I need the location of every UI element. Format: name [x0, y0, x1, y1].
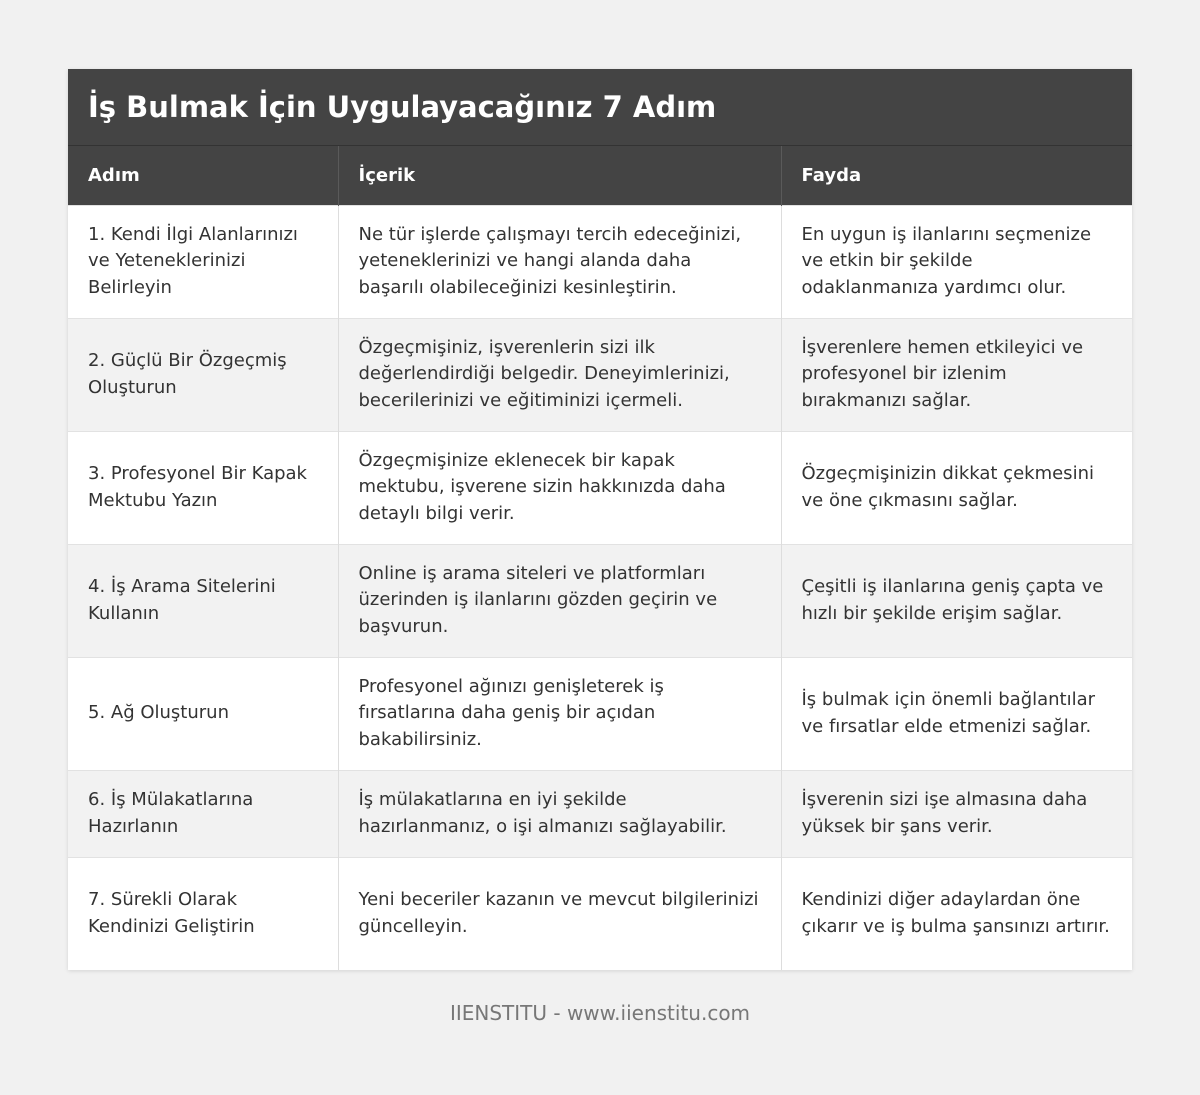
content-cell: Ne tür işlerde çalışmayı tercih edeceğinizi, yeteneklerinizi ve hangi alanda daha başarılı olabileceğinizi kesinleştirin. [338, 205, 781, 318]
step-cell: 1. Kendi İlgi Alanlarınızı ve Yeteneklerinizi Belirleyin [68, 205, 338, 318]
benefit-cell: İş bulmak için önemli bağlantılar ve fırsatlar elde etmenizi sağlar. [781, 657, 1132, 770]
benefit-cell: İşverenin sizi işe almasına daha yüksek bir şans verir. [781, 770, 1132, 857]
content-cell: Özgeçmişiniz, işverenlerin sizi ilk değerlendirdiği belgedir. Deneyimlerinizi, becerilerinizi ve eğitiminizi içermeli. [338, 318, 781, 431]
content-cell: Yeni beceriler kazanın ve mevcut bilgilerinizi güncelleyin. [338, 857, 781, 970]
benefit-cell: İşverenlere hemen etkileyici ve profesyonel bir izlenim bırakmanızı sağlar. [781, 318, 1132, 431]
step-cell: 3. Profesyonel Bir Kapak Mektubu Yazın [68, 431, 338, 544]
step-cell: 2. Güçlü Bir Özgeçmiş Oluşturun [68, 318, 338, 431]
column-header-content: İçerik [338, 146, 781, 205]
table-row [68, 205, 1132, 318]
column-header-step: Adım [68, 146, 338, 205]
column-header-benefit: Fayda [781, 146, 1132, 205]
table-row [68, 857, 1132, 970]
content-cell: Profesyonel ağınızı genişleterek iş fırsatlarına daha geniş bir açıdan bakabilirsiniz. [338, 657, 781, 770]
table-row [68, 318, 1132, 431]
table-row [68, 431, 1132, 544]
footer-credit: IIENSTITU - www.iienstitu.com [449, 1001, 751, 1025]
benefit-cell: Özgeçmişinizin dikkat çekmesini ve öne çıkmasını sağlar. [781, 431, 1132, 544]
step-cell: 6. İş Mülakatlarına Hazırlanın [68, 770, 338, 857]
benefit-cell: Kendinizi diğer adaylardan öne çıkarır ve iş bulma şansınızı artırır. [781, 857, 1132, 970]
table-row [68, 770, 1132, 857]
step-cell: 4. İş Arama Sitelerini Kullanın [68, 544, 338, 657]
step-cell: 5. Ağ Oluşturun [68, 657, 338, 770]
table-header-row [68, 146, 1132, 205]
table-row [68, 657, 1132, 770]
benefit-cell: Çeşitli iş ilanlarına geniş çapta ve hızlı bir şekilde erişim sağlar. [781, 544, 1132, 657]
table-row [68, 544, 1132, 657]
steps-table [68, 146, 1132, 970]
page-title: İş Bulmak İçin Uygulayacağınız 7 Adım [68, 69, 1132, 146]
content-cell: Özgeçmişinize eklenecek bir kapak mektubu, işverene sizin hakkınızda daha detaylı bilgi verir. [338, 431, 781, 544]
step-cell: 7. Sürekli Olarak Kendinizi Geliştirin [68, 857, 338, 970]
content-cell: İş mülakatlarına en iyi şekilde hazırlanmanız, o işi almanızı sağlayabilir. [338, 770, 781, 857]
table-card [68, 69, 1132, 970]
content-cell: Online iş arama siteleri ve platformları üzerinden iş ilanlarını gözden geçirin ve başvurun. [338, 544, 781, 657]
benefit-cell: En uygun iş ilanlarını seçmenize ve etkin bir şekilde odaklanmanıza yardımcı olur. [781, 205, 1132, 318]
